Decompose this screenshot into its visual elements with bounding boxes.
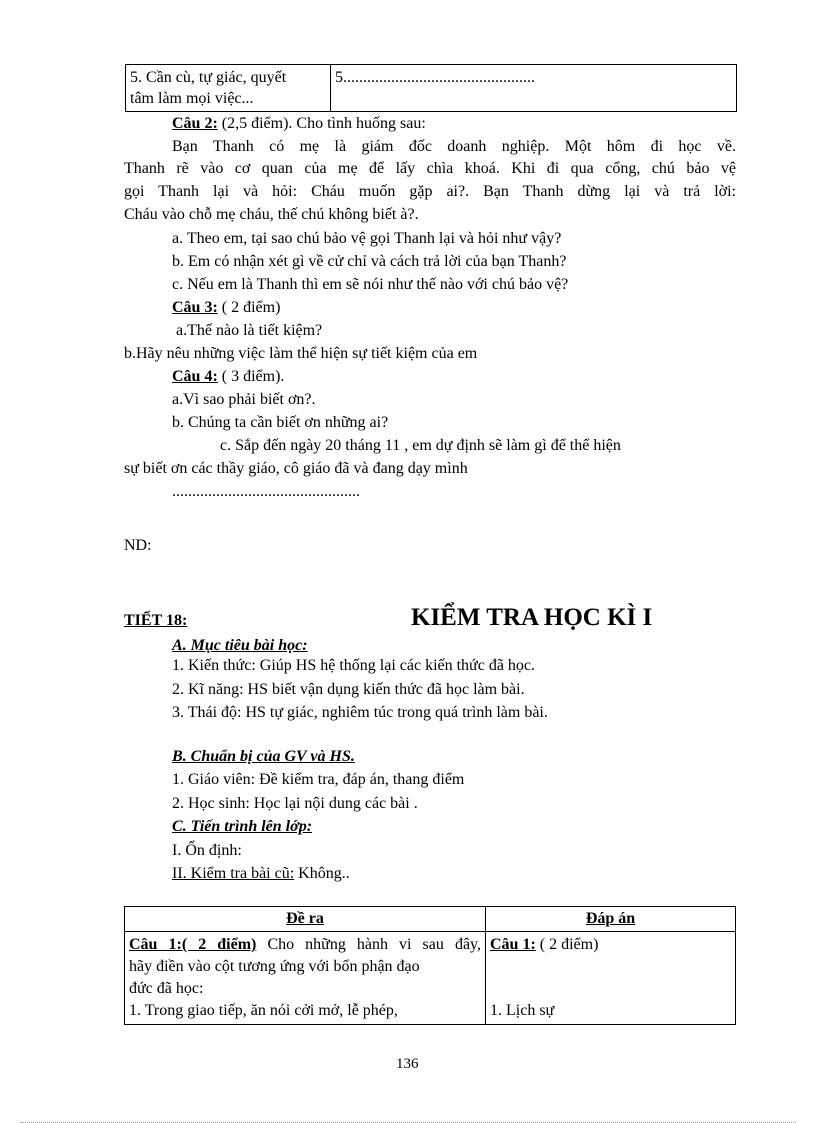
section-b-item2: 2. Học sinh: Học lại nội dung các bài . [172, 795, 418, 812]
nd-label: ND: [124, 537, 152, 554]
top-left-line2: tâm làm mọi việc... [130, 90, 254, 107]
q2-heading [172, 113, 426, 135]
q4-title: Câu 4: [172, 368, 218, 385]
exam-ans-heading [490, 934, 731, 956]
top-table-right-cell [331, 65, 737, 112]
q2-points: (2,5 điểm). Cho tình huống sau: [217, 115, 426, 132]
q2-para-line2: Thanh rẽ vào cơ quan của mẹ để lấy chìa khoá. Khi đi qua cổng, chú bảo vệ [124, 160, 736, 177]
section-c-heading: C. Tiến trình lên lớp: [172, 818, 313, 835]
exam-q1-title: Câu 1:( 2 điểm) [129, 936, 257, 953]
q3-b: b.Hãy nêu những việc làm thể hiện sự tiết kiệm của em [124, 345, 478, 362]
q4-dots: ............................................... [172, 483, 360, 500]
q4-heading [172, 366, 284, 388]
exam-q1-line2: hãy điền vào cột tương ứng với bổn phận đạo [129, 958, 420, 975]
table-row [126, 65, 737, 112]
exam-q1-line3: đức đã học: [129, 980, 204, 997]
q2-a: a. Theo em, tại sao chú bảo vệ gọi Thanh lại và hỏi như vậy? [172, 230, 562, 247]
q4-c-line1: c. Sắp đến ngày 20 tháng 11 , em dự định sẽ làm gì để thể hiện [220, 437, 621, 454]
lesson-title: KIỂM TRA HỌC KÌ I [411, 604, 653, 631]
table-row [125, 932, 736, 1025]
section-b-heading: B. Chuẩn bị của GV và HS. [172, 748, 355, 765]
exam-q1-line1 [129, 934, 481, 956]
exam-table-header-right: Đáp án [486, 907, 736, 932]
q3-a: a.Thế nào là tiết kiệm? [176, 322, 323, 339]
exam-table-header-left: Đề ra [125, 907, 486, 932]
section-b-item1: 1. Giáo viên: Đề kiểm tra, đáp án, thang điểm [172, 771, 465, 788]
exam-q1-text-line1: Cho những hành vi sau đây, [256, 936, 482, 953]
q2-para-line4: Cháu vào chỗ mẹ cháu, thế chú không biết à?. [124, 206, 419, 223]
q4-a: a.Vì sao phải biết ơn?. [172, 391, 316, 408]
top-left-line1: 5. Cần cù, tự giác, quyết [130, 69, 287, 86]
section-c-item1: I. Ổn định: [172, 842, 242, 859]
exam-ans-points: ( 2 điểm) [535, 936, 599, 953]
q2-c: c. Nếu em là Thanh thì em sẽ nói như thế nào với chú bảo vệ? [172, 276, 569, 293]
exam-table-question-cell [125, 932, 486, 1025]
section-a-item2: 2. Kĩ năng: HS biết vận dụng kiến thức đã học làm bài. [172, 681, 525, 698]
section-a-item3: 3. Thái độ: HS tự giác, nghiêm túc trong quá trình làm bài. [172, 704, 548, 721]
q4-c-line2: sự biết ơn các thầy giáo, cô giáo đã và đang dạy mình [124, 460, 468, 477]
exam-table [124, 906, 736, 1025]
q3-points: ( 2 điểm) [217, 299, 281, 316]
q4-points: ( 3 điểm). [217, 368, 285, 385]
exam-ans-title: Câu 1: [490, 936, 536, 953]
q2-para-line1: Bạn Thanh có mẹ là giám đốc doanh nghiệp. Một hôm đi học về. [172, 138, 736, 155]
section-c-item2 [172, 863, 350, 885]
page-number: 136 [396, 1056, 419, 1072]
exam-q1-item1: 1. Trong giao tiếp, ăn nói cởi mở, lễ phép, [129, 1002, 398, 1019]
lesson-label: TIẾT 18: [124, 612, 188, 629]
exam-table-answer-cell [486, 932, 736, 1025]
q2-b: b. Em có nhận xét gì về cử chỉ và cách trả lời của bạn Thanh? [172, 253, 567, 270]
section-c-item2-label: II. Kiểm tra bài cũ: [172, 865, 295, 882]
section-c-item2-value: Không.. [294, 865, 350, 882]
q3-title: Câu 3: [172, 299, 218, 316]
exam-ans-item1: 1. Lịch sự [490, 1002, 555, 1019]
q4-b: b. Chúng ta cần biết ơn những ai? [172, 414, 389, 431]
q2-para-line3: gọi Thanh lại và hỏi: Cháu muốn gặp ai?. Bạn Thanh dừng lại và trả lời: [124, 183, 736, 200]
top-table-left-cell [126, 65, 331, 112]
section-a-item1: 1. Kiến thức: Giúp HS hệ thống lại các kiến thức đã học. [172, 657, 536, 674]
top-right-dots: 5................................................ [335, 69, 535, 86]
q2-title: Câu 2: [172, 115, 218, 132]
q3-heading [172, 297, 280, 319]
table-row [125, 907, 736, 932]
top-table [125, 64, 737, 112]
section-a-heading: A. Mục tiêu bài học: [172, 637, 308, 654]
